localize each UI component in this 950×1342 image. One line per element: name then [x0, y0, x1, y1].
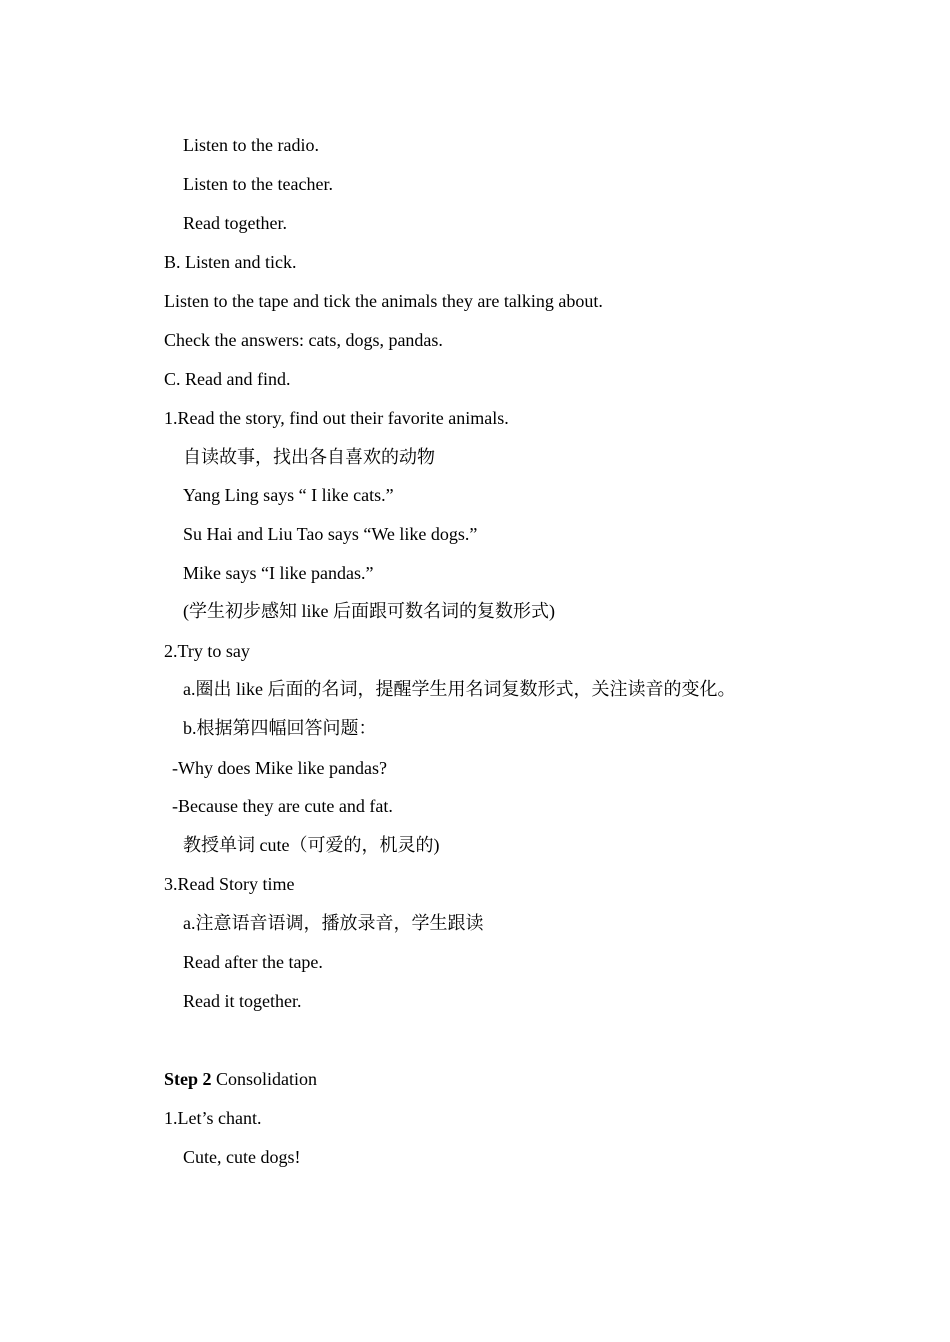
step-label: Step 2: [164, 1069, 212, 1089]
text-line: a.圈出 like 后面的名词，提醒学生用名词复数形式，关注读音的变化。: [183, 679, 736, 699]
list-item: 2.Try to say: [164, 641, 250, 661]
section-heading-c: C. Read and find.: [164, 369, 291, 389]
text-line: Check the answers: cats, dogs, pandas.: [164, 330, 443, 350]
list-item: 1.Read the story, find out their favorite animals.: [164, 408, 509, 428]
step-title: Consolidation: [211, 1069, 318, 1089]
text-line: 自读故事，找出各自喜欢的动物: [183, 447, 435, 467]
text-line: (学生初步感知 like 后面跟可数名词的复数形式): [183, 601, 555, 621]
list-item: 3.Read Story time: [164, 874, 295, 894]
text-line: Listen to the radio.: [183, 135, 319, 155]
text-line: Cute, cute dogs!: [183, 1147, 301, 1167]
text-line: Yang Ling says “ I like cats.”: [183, 485, 394, 505]
text-line: -Because they are cute and fat.: [172, 796, 393, 816]
text-line: Mike says “I like pandas.”: [183, 563, 374, 583]
text-line: Read together.: [183, 213, 287, 233]
section-heading-b: B. Listen and tick.: [164, 252, 297, 272]
list-item: 1.Let’s chant.: [164, 1108, 262, 1128]
text-line: Su Hai and Liu Tao says “We like dogs.”: [183, 524, 478, 544]
text-line: Listen to the teacher.: [183, 174, 333, 194]
text-line: Read after the tape.: [183, 952, 323, 972]
step-heading: [164, 1068, 317, 1090]
text-line: a.注意语音语调，播放录音，学生跟读: [183, 913, 484, 933]
text-line: -Why does Mike like pandas?: [172, 758, 387, 778]
text-line: b.根据第四幅回答问题：: [183, 718, 377, 738]
text-line: 教授单词 cute（可爱的，机灵的): [183, 835, 440, 855]
text-line: Read it together.: [183, 991, 302, 1011]
text-line: Listen to the tape and tick the animals they are talking about.: [164, 291, 603, 311]
